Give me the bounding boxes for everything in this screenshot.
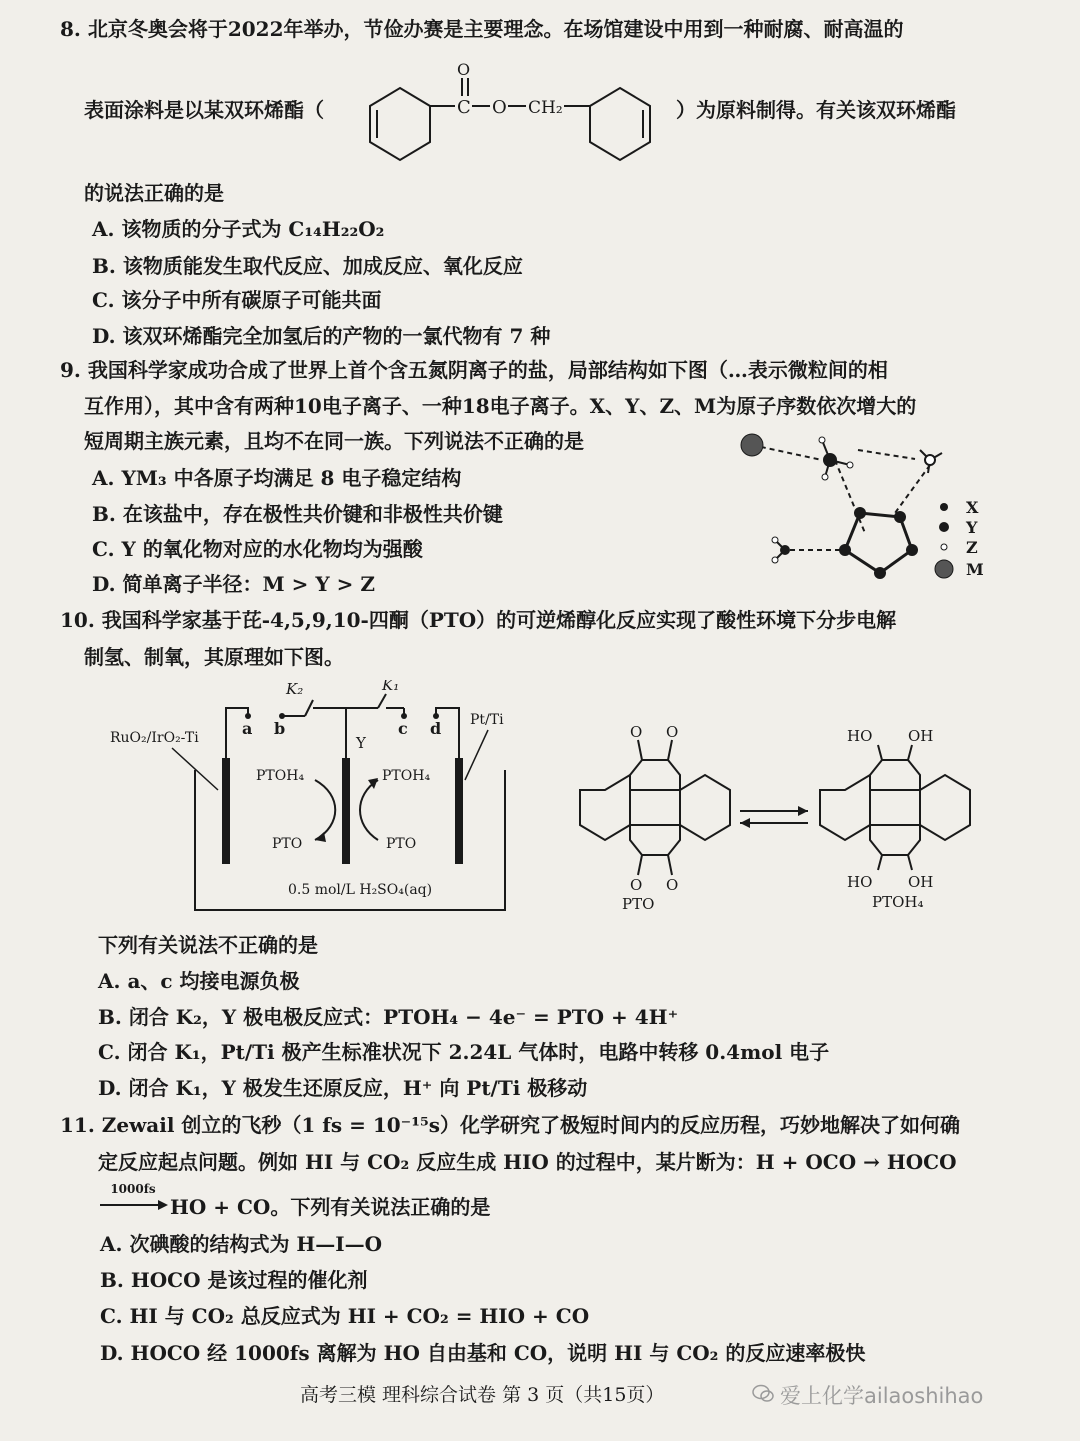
pto-ptoh4-equilibrium <box>570 725 980 925</box>
reaction-arrow <box>98 1198 170 1212</box>
q8-stem-line2a: 表面涂料是以某双环烯酯（ <box>84 98 324 122</box>
structure-o-top: O <box>457 60 471 79</box>
electrolyte-label: 0.5 mol/L H₂SO₄(aq) <box>288 882 433 898</box>
ptoh4-ho-bottom: HO <box>847 873 873 891</box>
left-electrode-label: RuO₂/IrO₂-Ti <box>110 730 199 746</box>
terminal-a: a <box>242 719 253 738</box>
switch-k1-label: K₁ <box>382 680 400 694</box>
q10-option-c: C. 闭合 K₁，Pt/Ti 极产生标准状况下 2.24L 气体时，电路中转移 0.4mol 电子 <box>98 1040 830 1064</box>
ptoh4-left: PTOH₄ <box>256 768 305 784</box>
switch-k2-label: K₂ <box>286 680 304 698</box>
ptoh4-right: PTOH₄ <box>382 768 431 784</box>
q10-stem-line2: 制氢、制氧，其原理如下图。 <box>84 645 344 669</box>
terminal-c: c <box>398 719 408 738</box>
q8-stem-line3: 的说法正确的是 <box>84 181 224 205</box>
q9-option-b: B. 在该盐中，存在极性共价键和非极性共价键 <box>92 502 503 526</box>
legend-y: Y <box>966 518 978 537</box>
legend-m: M <box>966 560 984 579</box>
q8-option-c: C. 该分子中所有碳原子可能共面 <box>92 288 382 312</box>
structure-o: O <box>492 97 507 118</box>
q11-stem-line2: 定反应起点问题。例如 HI 与 CO₂ 反应生成 HIO 的过程中，某片断为：H + OCO → HOCO <box>98 1150 957 1174</box>
pto-structure-label: PTO <box>622 895 655 913</box>
structure-ch2: CH₂ <box>528 98 563 118</box>
ptoh4-ho-top: HO <box>847 727 873 745</box>
legend-z: Z <box>966 538 978 557</box>
q8-stem-line1: 8. 北京冬奥会将于2022年举办，节俭办赛是主要理念。在场馆建设中用到一种耐腐、耐高温的 <box>60 17 904 41</box>
q11-option-d: D. HOCO 经 1000fs 离解为 HO 自由基和 CO，说明 HI 与 CO₂ 的反应速率极快 <box>100 1341 866 1365</box>
pto-o4: O <box>666 876 679 894</box>
q8-option-a: A. 该物质的分子式为 C₁₄H₂₂O₂ <box>92 217 385 241</box>
q11-option-a: A. 次碘酸的结构式为 H—I—O <box>100 1232 383 1256</box>
q9-stem-line2: 互作用），其中含有两种10电子离子、一种18电子离子。X、Y、Z、M为原子序数依次增大的 <box>84 394 917 418</box>
structure-c: C <box>457 97 471 118</box>
ptoh4-oh-bottom: OH <box>908 873 934 891</box>
q11-stem-line3: HO + CO。下列有关说法正确的是 <box>170 1195 491 1219</box>
watermark: 爱上化学ailaoshihao <box>780 1384 984 1408</box>
q11-option-c: C. HI 与 CO₂ 总反应式为 HI + CO₂ = HIO + CO <box>100 1304 590 1328</box>
wechat-icon <box>752 1384 774 1404</box>
q8-option-b: B. 该物质能发生取代反应、加成反应、氧化反应 <box>92 254 523 278</box>
reaction-arrow-label: 1000fs <box>110 1182 156 1196</box>
pto-o3: O <box>630 876 643 894</box>
legend-x: X <box>966 498 979 517</box>
electrode-y-label: Y <box>356 734 366 752</box>
q9-stem-line1: 9. 我国科学家成功合成了世界上首个含五氮阴离子的盐，局部结构如下图（…表示微粒间的相 <box>60 358 888 382</box>
pto-left: PTO <box>272 836 303 852</box>
terminal-b: b <box>274 719 286 738</box>
pto-right: PTO <box>386 836 417 852</box>
salt-structure-diagram <box>730 425 990 595</box>
q10-option-b: B. 闭合 K₂，Y 极电极反应式：PTOH₄ − 4e⁻ = PTO + 4H⁺ <box>98 1005 679 1029</box>
ptoh4-structure-label: PTOH₄ <box>872 893 924 911</box>
page-footer: 高考三模 理科综合试卷 第 3 页（共15页） <box>300 1384 665 1406</box>
q11-stem-line1: 11. Zewail 创立的飞秒（1 fs = 10⁻¹⁵s）化学研究了极短时间内的反应历程，巧妙地解决了如何确 <box>60 1113 961 1137</box>
q10-option-a: A. a、c 均接电源负极 <box>98 969 300 993</box>
pto-o1: O <box>630 725 643 741</box>
q9-stem-line3: 短周期主族元素，且均不在同一族。下列说法不正确的是 <box>84 429 584 453</box>
q8-option-d: D. 该双环烯酯完全加氢后的产物的一氯代物有 7 种 <box>92 324 551 348</box>
bicyclic-ester-structure <box>350 58 670 168</box>
q9-option-d: D. 简单离子半径：M > Y > Z <box>92 572 375 596</box>
right-electrode-label: Pt/Ti <box>470 712 504 728</box>
electrolysis-cell-diagram <box>110 680 530 920</box>
q10-stem-line1: 10. 我国科学家基于芘-4,5,9,10-四酮（PTO）的可逆烯醇化反应实现了酸性环境下分步电解 <box>60 608 897 632</box>
q11-option-b: B. HOCO 是该过程的催化剂 <box>100 1268 368 1292</box>
pto-o2: O <box>666 725 679 741</box>
q8-stem-line2b: ）为原料制得。有关该双环烯酯 <box>676 98 956 122</box>
q9-option-c: C. Y 的氧化物对应的水化物均为强酸 <box>92 537 423 561</box>
q10-option-d: D. 闭合 K₁，Y 极发生还原反应，H⁺ 向 Pt/Ti 极移动 <box>98 1076 588 1100</box>
terminal-d: d <box>430 719 442 738</box>
q9-option-a: A. YM₃ 中各原子均满足 8 电子稳定结构 <box>92 466 462 490</box>
ptoh4-oh-top: OH <box>908 727 934 745</box>
q10-question: 下列有关说法不正确的是 <box>98 933 318 957</box>
